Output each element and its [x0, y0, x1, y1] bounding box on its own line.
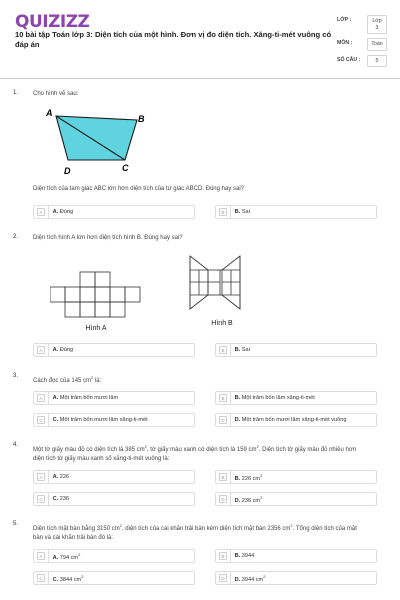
- quadrilateral-figure: [40, 104, 160, 180]
- option-letter: A: [37, 394, 45, 402]
- option-divider: [48, 572, 49, 584]
- answer-option[interactable]: [215, 571, 377, 585]
- option-letter: B: [219, 346, 227, 354]
- header-divider: [0, 78, 400, 79]
- option-letter: B: [219, 208, 227, 216]
- answer-option[interactable]: [33, 391, 195, 405]
- option-text: A. Đúng: [52, 347, 74, 353]
- vertex-label-c: C: [122, 163, 129, 173]
- option-letter: B: [219, 473, 227, 481]
- option-text: B. Một trăm bốn lăm xăng-ti-mét: [234, 395, 315, 401]
- option-divider: [48, 471, 49, 483]
- question-intro: Cho hình vẽ sau:: [33, 91, 79, 97]
- option-divider: [230, 206, 231, 218]
- question-text: Diện tích mặt bàn bằng 3150 $cm^2$, diện tích của cái khăn trải bàn kém diện tích mặt bàn 2356 $cm^2$. Tổng diện tích của mặt bàn và cái khăn trải bàn đó là:: [33, 523, 357, 541]
- meta-panel: [337, 15, 387, 71]
- option-text: D. 236 $cm^2$: [234, 494, 263, 504]
- option-text: B. 226 $cm^2$: [234, 472, 263, 482]
- meta-label: SỐ CÂU :: [337, 56, 361, 63]
- question-text: Cách đọc của 145 $cm^2$ là:: [33, 375, 102, 384]
- option-divider: [48, 206, 49, 218]
- meta-row-count: [337, 55, 387, 68]
- figure-hinh-b: [184, 252, 264, 332]
- question-number: 4.: [13, 442, 19, 448]
- option-letter: B: [219, 394, 227, 402]
- option-text: A. 794 $cm^2$: [52, 551, 81, 561]
- option-letter: C: [37, 495, 45, 503]
- option-letter: C: [37, 416, 45, 424]
- answer-option[interactable]: [215, 205, 377, 219]
- figure-label-hinh-a: Hình A: [85, 325, 107, 332]
- option-divider: [230, 344, 231, 356]
- option-letter: B: [219, 552, 227, 560]
- option-text: B. Sai: [234, 209, 250, 215]
- option-divider: [230, 493, 231, 505]
- quizizz-logo: QUIZIZZ: [15, 12, 90, 32]
- figure-hinh-a: [50, 268, 150, 332]
- option-divider: [230, 550, 231, 562]
- meta-label: MÔN :: [337, 40, 353, 46]
- question-number: 2.: [13, 234, 19, 240]
- question-text: Diện tích hình A lớn hơn diện tích hình B. Đúng hay sai?: [33, 235, 183, 241]
- option-text: D. Một trăm bốn mươi lăm xăng-ti-mét vuông: [234, 417, 347, 423]
- option-text: A. Một trăm bốn mươi lăm: [52, 395, 119, 401]
- answer-option[interactable]: [33, 571, 195, 585]
- vertex-label-d: D: [64, 166, 71, 176]
- answer-option[interactable]: [33, 205, 195, 219]
- figure-label-hinh-b: Hình B: [211, 320, 233, 327]
- question-number: 1.: [13, 90, 19, 96]
- option-divider: [230, 414, 231, 426]
- meta-label: LỚP :: [337, 17, 352, 23]
- option-divider: [48, 392, 49, 404]
- answer-option[interactable]: [33, 549, 195, 563]
- meta-row-subject: [337, 38, 387, 51]
- option-letter: C: [37, 574, 45, 582]
- question-number: 5.: [13, 521, 19, 527]
- question-text: Diện tích của tam giác ABC lớn hơn diện tích của tứ giác ABCD. Đúng hay sai?: [33, 186, 244, 192]
- option-text: B. 3944: [234, 553, 255, 559]
- answer-option[interactable]: [215, 492, 377, 506]
- document-title: 10 bài tập Toán lớp 3: Diện tích của một hình. Đơn vị đo diện tích. Xăng-ti-mét vuông có đáp án: [15, 30, 332, 49]
- question-number: 3.: [13, 373, 19, 379]
- option-text: A. Đúng: [52, 209, 74, 215]
- option-text: B. Sai: [234, 347, 250, 353]
- option-text: A. 226: [52, 474, 70, 480]
- option-text: C. 236: [52, 496, 70, 502]
- option-divider: [230, 471, 231, 483]
- option-text: D. 3944 $cm^2$: [234, 573, 266, 583]
- answer-option[interactable]: [215, 470, 377, 484]
- answer-option[interactable]: [33, 470, 195, 484]
- option-letter: D: [219, 495, 227, 503]
- option-letter: A: [37, 473, 45, 481]
- option-letter: A: [37, 552, 45, 560]
- question-text: Một tờ giấy màu đỏ có diện tích là 385 $cm^2$, tờ giấy màu xanh có diện tích là 159 $cm^2$. Diện tích tờ giấy màu đỏ nhiều hơn diện tích tờ giấy màu xanh số xăng-ti-mét vuông là:: [33, 444, 357, 462]
- option-divider: [230, 572, 231, 584]
- answer-option[interactable]: [33, 492, 195, 506]
- option-divider: [48, 550, 49, 562]
- answer-option[interactable]: [215, 343, 377, 357]
- meta-row-class: [337, 15, 387, 34]
- option-letter: A: [37, 346, 45, 354]
- answer-option[interactable]: [33, 343, 195, 357]
- answer-option[interactable]: [215, 391, 377, 405]
- answer-option[interactable]: [215, 413, 377, 427]
- answer-option[interactable]: [215, 549, 377, 563]
- meta-value: 5: [367, 55, 387, 68]
- vertex-label-a: A: [46, 108, 53, 118]
- option-divider: [48, 344, 49, 356]
- option-divider: [230, 392, 231, 404]
- vertex-label-b: B: [138, 114, 145, 124]
- option-divider: [48, 414, 49, 426]
- meta-value: Toán: [367, 38, 387, 51]
- option-letter: A: [37, 208, 45, 216]
- option-text: C. 3844 $cm^2$: [52, 573, 84, 583]
- option-letter: D: [219, 574, 227, 582]
- meta-value: Lớp 3: [367, 15, 387, 34]
- option-text: C. Một trăm bốn mươi lăm xăng-ti-mét: [52, 417, 148, 423]
- option-letter: D: [219, 416, 227, 424]
- answer-option[interactable]: [33, 413, 195, 427]
- option-divider: [48, 493, 49, 505]
